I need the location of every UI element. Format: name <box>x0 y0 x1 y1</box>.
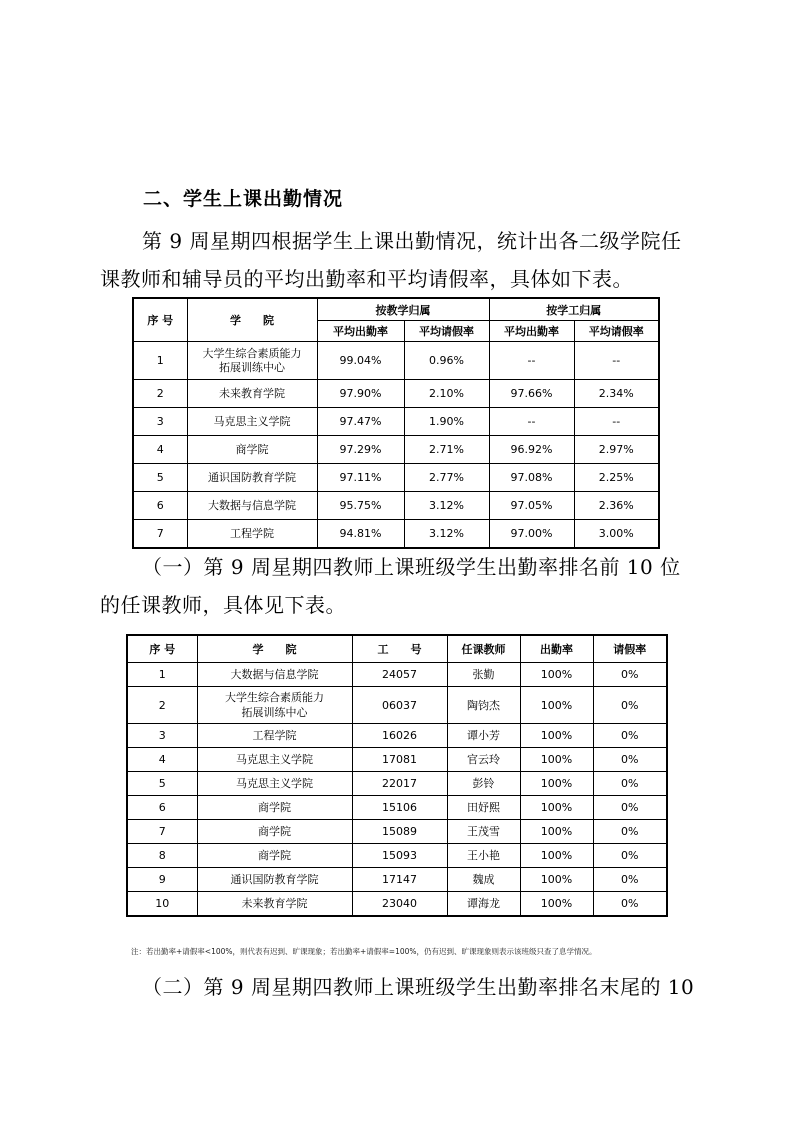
teaching-leave: 3.12% <box>404 492 489 520</box>
teaching-leave: 2.71% <box>404 436 489 464</box>
section-heading: 二、学生上课出勤情况 <box>143 188 344 210</box>
college-name-line1: 大数据与信息学院 <box>208 498 296 512</box>
row-index: 2 <box>133 380 187 408</box>
college-name <box>187 342 317 380</box>
table-row <box>127 724 667 748</box>
college-name <box>187 492 317 520</box>
work-leave: 2.34% <box>574 380 659 408</box>
college-name-line1: 未来教育学院 <box>219 386 285 400</box>
column-header: 出勤率 <box>520 635 593 663</box>
college-name <box>187 380 317 408</box>
college-name <box>187 464 317 492</box>
college-name-line1: 商学院 <box>258 849 291 862</box>
leave-rate: 0% <box>593 844 667 868</box>
table-row <box>127 892 667 917</box>
college-name-line1: 工程学院 <box>252 729 297 742</box>
leave-rate: 0% <box>593 687 667 724</box>
row-index: 1 <box>127 663 197 687</box>
college-name <box>197 687 352 724</box>
row-index: 8 <box>127 844 197 868</box>
row-index: 4 <box>133 436 187 464</box>
staff-id: 16026 <box>352 724 447 748</box>
work-leave-header: 平均请假率 <box>574 321 659 342</box>
table-row <box>133 436 659 464</box>
table-row <box>133 342 659 380</box>
attendance-rate: 100% <box>520 663 593 687</box>
table-row <box>127 748 667 772</box>
teacher-name: 谭小芳 <box>447 724 520 748</box>
attendance-rate: 100% <box>520 748 593 772</box>
staff-id: 23040 <box>352 892 447 917</box>
teacher-name: 陶钧杰 <box>447 687 520 724</box>
work-attendance: 97.00% <box>489 520 574 549</box>
teacher-name: 彭铃 <box>447 772 520 796</box>
college-name <box>197 748 352 772</box>
row-index: 3 <box>127 724 197 748</box>
attendance-rate: 100% <box>520 868 593 892</box>
staff-id: 06037 <box>352 687 447 724</box>
table-row <box>127 663 667 687</box>
column-header: 序 号 <box>127 635 197 663</box>
teaching-leave: 0.96% <box>404 342 489 380</box>
college-name-line1: 商学院 <box>235 442 269 456</box>
row-index: 4 <box>127 748 197 772</box>
attendance-rate: 100% <box>520 772 593 796</box>
college-name-line1: 大数据与信息学院 <box>230 668 319 681</box>
row-index: 7 <box>127 820 197 844</box>
college-name <box>197 796 352 820</box>
teaching-attendance: 95.75% <box>317 492 404 520</box>
teaching-leave: 1.90% <box>404 408 489 436</box>
teaching-attendance: 97.47% <box>317 408 404 436</box>
row-index: 6 <box>127 796 197 820</box>
leave-rate: 0% <box>593 892 667 917</box>
college-name <box>197 724 352 748</box>
leave-rate: 0% <box>593 868 667 892</box>
row-index: 10 <box>127 892 197 917</box>
attendance-rate: 100% <box>520 724 593 748</box>
college-name-line1: 未来教育学院 <box>241 897 308 910</box>
work-attendance: 97.66% <box>489 380 574 408</box>
work-attendance: -- <box>489 342 574 380</box>
leave-rate: 0% <box>593 772 667 796</box>
college-name-line1: 工程学院 <box>230 526 274 540</box>
teaching-attendance-header: 平均出勤率 <box>317 321 404 342</box>
top10-teacher-table <box>126 634 668 917</box>
college-name-line2: 拓展训练中心 <box>241 706 308 719</box>
work-leave: 2.36% <box>574 492 659 520</box>
row-index: 1 <box>133 342 187 380</box>
row-index: 9 <box>127 868 197 892</box>
intro-text: 第 9 周星期四根据学生上课出勤情况，统计出各二级学院任课教师和辅导员的平均出勤率和平均请假率，具体如下表。 <box>100 229 682 291</box>
college-name <box>197 844 352 868</box>
teacher-name: 官云玲 <box>447 748 520 772</box>
column-header: 任课教师 <box>447 635 520 663</box>
college-name <box>187 408 317 436</box>
college-name-line1: 马克思主义学院 <box>236 753 313 766</box>
group-teaching-header: 按教学归属 <box>317 298 489 321</box>
leave-rate: 0% <box>593 663 667 687</box>
teaching-attendance: 97.90% <box>317 380 404 408</box>
teacher-name: 王小艳 <box>447 844 520 868</box>
teacher-name: 谭海龙 <box>447 892 520 917</box>
group-work-header: 按学工归属 <box>489 298 659 321</box>
teacher-name: 魏成 <box>447 868 520 892</box>
staff-id: 17147 <box>352 868 447 892</box>
table-row <box>133 520 659 549</box>
row-index: 7 <box>133 520 187 549</box>
staff-id: 15093 <box>352 844 447 868</box>
staff-id: 24057 <box>352 663 447 687</box>
row-index: 2 <box>127 687 197 724</box>
staff-id: 15089 <box>352 820 447 844</box>
teaching-leave: 3.12% <box>404 520 489 549</box>
work-leave: 2.97% <box>574 436 659 464</box>
teaching-attendance: 97.29% <box>317 436 404 464</box>
leave-rate: 0% <box>593 724 667 748</box>
table-row <box>127 820 667 844</box>
work-attendance: 96.92% <box>489 436 574 464</box>
work-leave: -- <box>574 408 659 436</box>
staff-id: 15106 <box>352 796 447 820</box>
attendance-rate: 100% <box>520 892 593 917</box>
table-row <box>127 796 667 820</box>
college-name-line1: 马克思主义学院 <box>236 777 313 790</box>
top10-intro-text: （一）第 9 周星期四教师上课班级学生出勤率排名前 10 位的任课教师，具体见下表。 <box>100 555 681 617</box>
work-attendance: 97.05% <box>489 492 574 520</box>
college-name-line1: 商学院 <box>258 825 291 838</box>
teaching-leave-header: 平均请假率 <box>404 321 489 342</box>
table-footnote: 注：若出勤率+请假率<100%，则代表有迟到、旷课现象；若出勤率+请假率=100%，仍有迟到、旷课现象则表示该班级只查了息学情况。 <box>131 947 597 956</box>
work-attendance: 97.08% <box>489 464 574 492</box>
teaching-attendance: 94.81% <box>317 520 404 549</box>
work-leave: 2.25% <box>574 464 659 492</box>
table-row <box>133 408 659 436</box>
work-attendance: -- <box>489 408 574 436</box>
table-row <box>127 772 667 796</box>
table-row <box>133 464 659 492</box>
work-attendance-header: 平均出勤率 <box>489 321 574 342</box>
table-row <box>133 492 659 520</box>
staff-id: 17081 <box>352 748 447 772</box>
bottom10-intro-paragraph <box>100 968 698 1006</box>
row-index: 5 <box>133 464 187 492</box>
column-header: 工 号 <box>352 635 447 663</box>
row-index: 5 <box>127 772 197 796</box>
column-header: 学 院 <box>197 635 352 663</box>
teaching-attendance: 97.11% <box>317 464 404 492</box>
table-row <box>133 380 659 408</box>
college-name <box>187 436 317 464</box>
teacher-name: 张勤 <box>447 663 520 687</box>
college-attendance-table <box>132 297 660 549</box>
college-name-line1: 通识国防教育学院 <box>208 470 296 484</box>
attendance-rate: 100% <box>520 820 593 844</box>
staff-id: 22017 <box>352 772 447 796</box>
table-row <box>127 868 667 892</box>
teacher-name: 田妤熙 <box>447 796 520 820</box>
leave-rate: 0% <box>593 820 667 844</box>
table-row <box>127 844 667 868</box>
college-name-line1: 马克思主义学院 <box>213 414 291 428</box>
teaching-leave: 2.77% <box>404 464 489 492</box>
attendance-rate: 100% <box>520 687 593 724</box>
college-name <box>197 772 352 796</box>
work-leave: 3.00% <box>574 520 659 549</box>
table-row <box>127 687 667 724</box>
teaching-leave: 2.10% <box>404 380 489 408</box>
college-name <box>197 868 352 892</box>
leave-rate: 0% <box>593 748 667 772</box>
row-index: 3 <box>133 408 187 436</box>
attendance-rate: 100% <box>520 796 593 820</box>
college-name <box>197 892 352 917</box>
col-index-header: 序 号 <box>133 298 187 342</box>
attendance-rate: 100% <box>520 844 593 868</box>
college-name <box>197 663 352 687</box>
college-name-line1: 大学生综合素质能力 <box>225 691 324 704</box>
intro-paragraph <box>100 222 698 298</box>
top10-intro-paragraph <box>100 548 698 624</box>
column-header: 请假率 <box>593 635 667 663</box>
bottom10-intro-text: （二）第 9 周星期四教师上课班级学生出勤率排名末尾的 10 <box>142 975 695 999</box>
work-leave: -- <box>574 342 659 380</box>
teaching-attendance: 99.04% <box>317 342 404 380</box>
leave-rate: 0% <box>593 796 667 820</box>
row-index: 6 <box>133 492 187 520</box>
college-name-line1: 通识国防教育学院 <box>230 873 319 886</box>
teacher-name: 王茂雪 <box>447 820 520 844</box>
college-name-line2: 拓展训练中心 <box>219 360 285 374</box>
college-name <box>197 820 352 844</box>
col-college-header: 学 院 <box>187 298 317 342</box>
college-name <box>187 520 317 549</box>
college-name-line1: 商学院 <box>258 801 291 814</box>
college-name-line1: 大学生综合素质能力 <box>202 346 302 360</box>
